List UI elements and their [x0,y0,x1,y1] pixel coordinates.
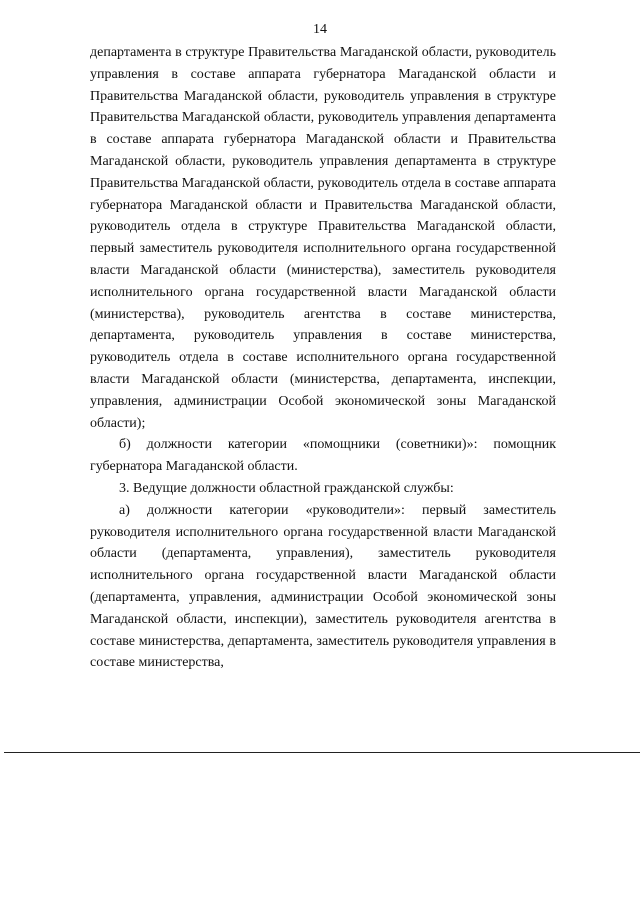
section-3-heading: 3. Ведущие должности областной гражданской службы: [119,480,454,496]
item-b-paragraph: б) должности категории «помощники (советники)»: помощник губернатора Магаданской области. [90,437,556,475]
page-number: 14 [313,22,327,37]
item-a-paragraph: а) должности категории «руководители»: первый заместитель руководителя исполнительного органа государственной власти Магаданской области (департамента, управления), заместитель руководителя исполнительного органа государственной власти Магаданской области (департамента, управления, администрации Особой экономической зоны Магаданской области, инспекции), заместитель руководителя агентства в составе министерства, департамента, заместитель руководителя управления в составе министерства, [90,502,556,671]
document-body [90,42,556,674]
page-bottom-divider [4,752,640,753]
continuation-paragraph: департамента в структуре Правительства Магаданской области, руководитель управления в составе аппарата губернатора Магаданской области и Правительства Магаданской области, руководитель управления в структуре Правительства Магаданской области, руководитель управления департамента в составе аппарата губернатора Магаданской области и Правительства Магаданской области, руководитель управления департамента в структуре Правительства Магаданской области, руководитель отдела в составе аппарата губернатора Магаданской области и Правительства Магаданской области, руководитель отдела в структуре Правительства Магаданской области, первый заместитель руководителя исполнительного органа государственной власти Магаданской области (министерства), заместитель руководителя исполнительного органа государственной власти Магаданской области (министерства), руководитель агентства в составе министерства, департамента, руководитель управления в составе министерства, руководитель отдела в составе исполнительного органа государственной власти Магаданской области (министерства, департамента, инспекции, управления, администрации Особой экономической зоны Магаданской области); [90,45,556,431]
